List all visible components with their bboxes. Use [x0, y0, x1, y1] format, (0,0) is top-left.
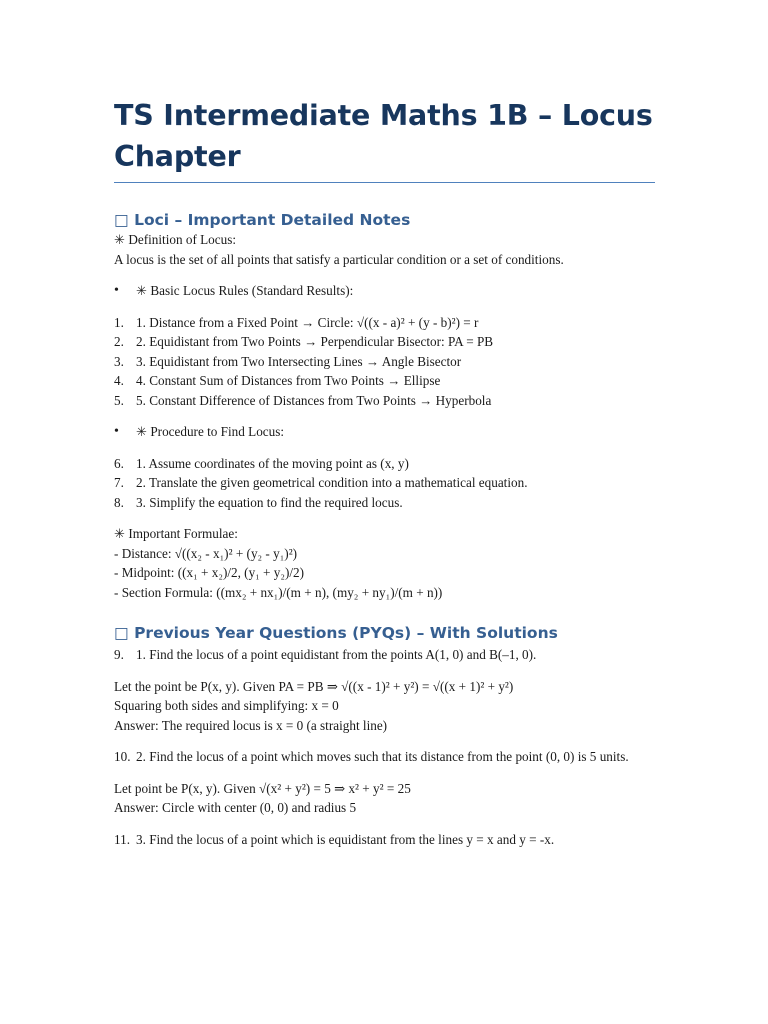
procedure-list [114, 454, 655, 513]
list-item: 2. 2. Equidistant from Two Points → Perpendicular Bisector: PA = PB [114, 334, 494, 349]
definition-label: ✳ Definition of Locus: [114, 232, 237, 247]
notes-heading [114, 210, 655, 230]
box-glyph-icon: □ [114, 211, 129, 229]
formulae-label: ✳ Important Formulae: [114, 526, 238, 541]
rules-bullet [114, 281, 655, 301]
list-item: 7. 2. Translate the given geometrical condition into a mathematical equation. [114, 475, 528, 490]
notes-heading-text: Loci – Important Detailed Notes [134, 211, 411, 229]
bullet-icon: • [114, 283, 119, 298]
definition-text: A locus is the set of all points that satisfy a particular condition or a set of conditions. [114, 251, 564, 267]
procedure-bullet-text: ✳ Procedure to Find Locus: [136, 424, 285, 439]
list-item: 3. 3. Equidistant from Two Intersecting Lines → Angle Bisector [114, 353, 462, 369]
list-item: 1. 1. Distance from a Fixed Point → Circle: √((x - a)² + (y - b)²) = r [114, 314, 479, 330]
formula-midpoint: - Midpoint: ((x₁ + x₂)/2, (y₁ + y₂)/2) [114, 565, 305, 580]
rules-list [114, 313, 655, 411]
pyq-heading [114, 623, 655, 643]
question-1: 9. 1. Find the locus of a point equidistant from the points A(1, 0) and B(–1, 0). [114, 647, 537, 662]
rules-bullet-text: ✳ Basic Locus Rules (Standard Results): [136, 283, 354, 298]
answer-1-line: Answer: The required locus is x = 0 (a straight line) [114, 717, 388, 733]
pyq-heading-text: Previous Year Questions (PYQs) – With Solutions [134, 624, 558, 642]
list-item: 6. 1. Assume coordinates of the moving point as (x, y) [114, 455, 409, 471]
formula-distance: - Distance: √((x₂ - x₁)² + (y₂ - y₁)²) [114, 545, 298, 561]
question-2: 10. 2. Find the locus of a point which moves such that its distance from the point (0, 0) is 5 units. [114, 749, 629, 764]
bullet-icon: • [114, 424, 119, 439]
question-3: 11. 3. Find the locus of a point which is equidistant from the lines y = x and y = -x. [114, 831, 555, 847]
procedure-bullet [114, 422, 655, 442]
list-item: 5. 5. Constant Difference of Distances from Two Points → Hyperbola [114, 392, 492, 408]
box-glyph-icon: □ [114, 624, 129, 642]
answer-1-line: Let the point be P(x, y). Given PA = PB ⇒ √((x - 1)² + y²) = √((x + 1)² + y²) [114, 678, 514, 694]
list-item: 4. 4. Constant Sum of Distances from Two Points → Ellipse [114, 373, 441, 388]
list-item: 8. 3. Simplify the equation to find the required locus. [114, 494, 403, 510]
formula-section: - Section Formula: ((mx₂ + nx₁)/(m + n), (my₂ + ny₁)/(m + n)) [114, 584, 443, 600]
answer-2-line: Answer: Circle with center (0, 0) and radius 5 [114, 800, 357, 815]
answer-2-line: Let point be P(x, y). Given √(x² + y²) = 5 ⇒ x² + y² = 25 [114, 780, 411, 796]
page-title: TS Intermediate Maths 1B – Locus Chapter [114, 95, 655, 183]
answer-1-line: Squaring both sides and simplifying: x = 0 [114, 698, 339, 713]
document-page [114, 95, 655, 849]
